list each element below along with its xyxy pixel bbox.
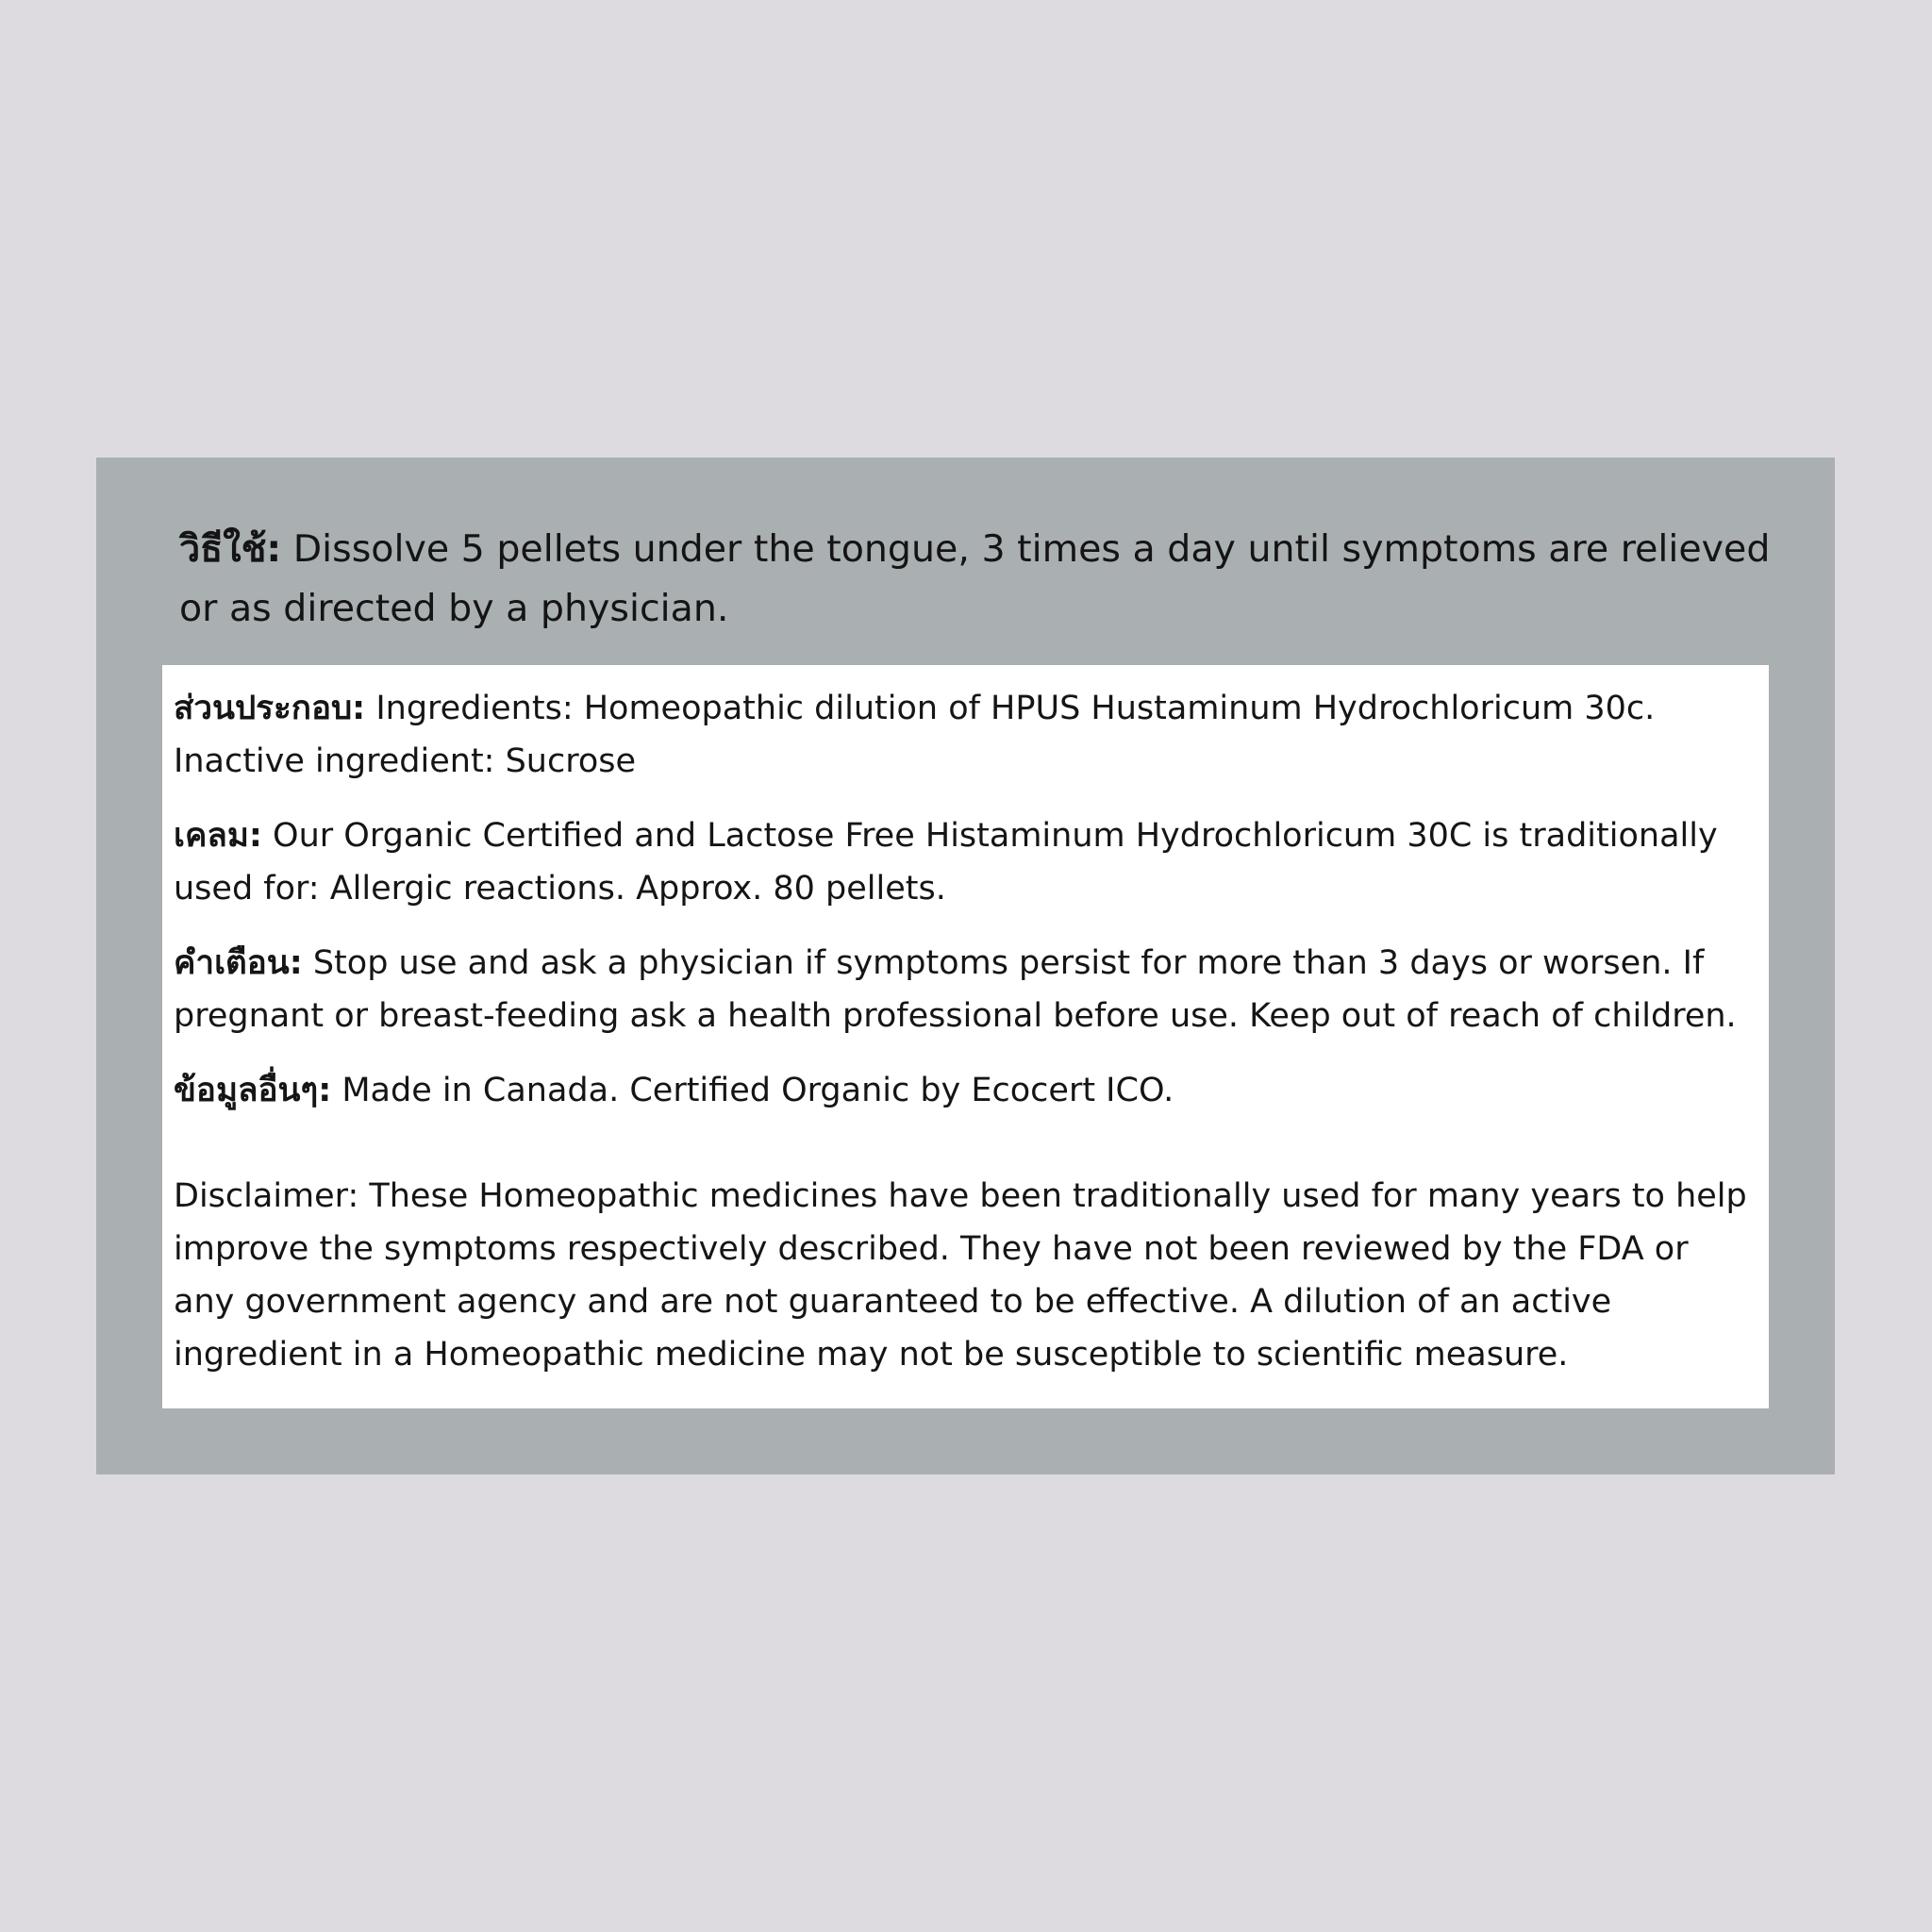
warnings-label: คำเตือน:: [174, 944, 303, 982]
other-info-label: ข้อมูลอื่นๆ:: [174, 1072, 332, 1109]
directions-text: Dissolve 5 pellets under the tongue, 3 times a day until symptoms are relieved or as directed by a physician.: [179, 527, 1771, 630]
directions-label: วิธีใช้:: [179, 527, 282, 571]
other-info-text: Made in Canada. Certified Organic by Ecocert ICO.: [341, 1072, 1174, 1109]
claims-text: Our Organic Certified and Lactose Free Histaminum Hydrochloricum 30C is traditionally used for: Allergic reactions. Approx. 80 pellets.: [174, 817, 1718, 908]
ingredients-label: ส่วนประกอบ:: [174, 690, 366, 727]
other-info-section: [174, 1064, 1757, 1117]
directions-section: [179, 520, 1774, 639]
claims-section: [174, 809, 1757, 915]
ingredients-section: [174, 682, 1757, 788]
ingredients-text: Ingredients: Homeopathic dilution of HPUS Hustaminum Hydrochloricum 30c. Inactive ingredient: Sucrose: [174, 690, 1656, 780]
claims-label: เคลม:: [174, 817, 262, 855]
warnings-section: [174, 937, 1757, 1042]
warnings-text: Stop use and ask a physician if symptoms persist for more than 3 days or worsen. If pregnant or breast-feeding ask a health professional before use. Keep out of reach of children.: [174, 944, 1737, 1035]
info-box: [162, 665, 1769, 1408]
disclaimer-text: Disclaimer: These Homeopathic medicines have been traditionally used for many years to help improve the symptoms respectively described. They have not been reviewed by the FDA or any government agency and are not guaranteed to be effective. A dilution of an active ingredient in a Homeopathic medicine may not be susceptible to scientific measure.: [174, 1177, 1747, 1374]
label-panel: [96, 458, 1835, 1474]
